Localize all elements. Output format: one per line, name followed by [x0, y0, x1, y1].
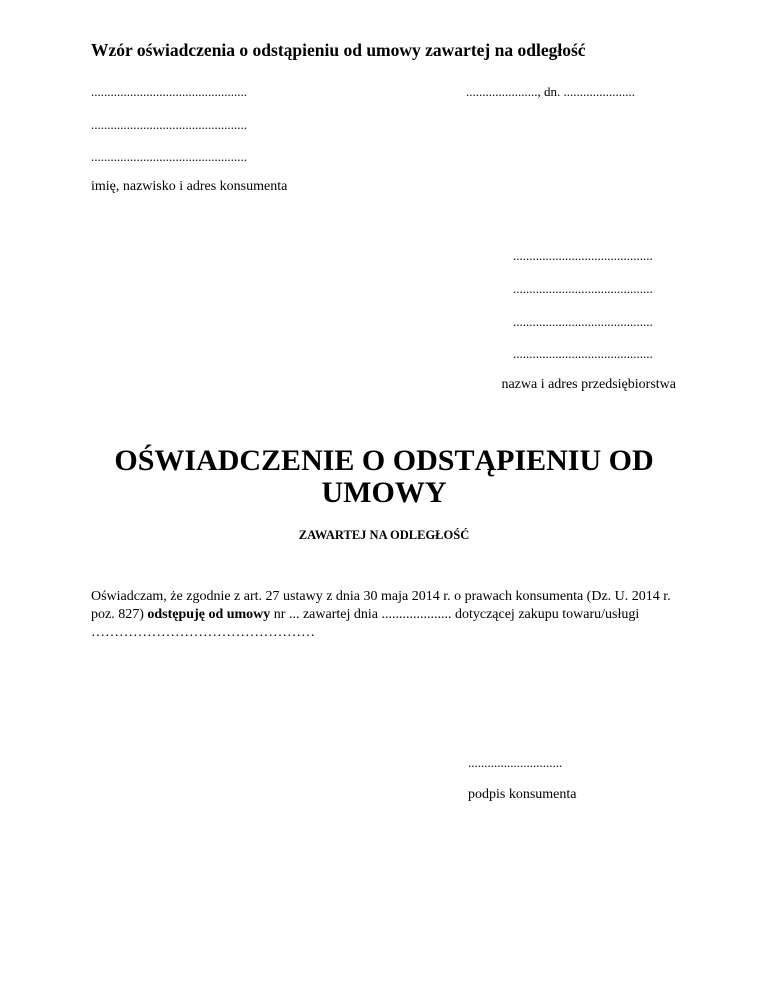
place-date-line: ......................, dn. ...................... — [466, 84, 635, 99]
business-caption: nazwa i adres przedsiębiorstwa — [501, 377, 676, 392]
business-line-2: ........................................... — [513, 281, 653, 296]
statement-body-bold: odstępuję od umowy — [147, 607, 271, 622]
statement-body-part-1: Oświadczam, że zgodnie z art. 27 ustawy z dnia 30 maja 2014 r. o prawach konsumenta (Dz. U. 2014 r. poz. 827) — [91, 589, 671, 622]
consumer-caption: imię, nazwisko i adres konsumenta — [91, 179, 288, 194]
business-line-3: ........................................... — [513, 314, 653, 329]
consumer-line-3: ................................................ — [91, 149, 247, 164]
consumer-line-2: ................................................ — [91, 117, 247, 132]
business-line-1: ........................................... — [513, 248, 653, 263]
statement-title — [0, 445, 768, 509]
document-heading: Wzór oświadczenia o odstąpieniu od umowy zawartej na odległość — [91, 40, 586, 60]
signature-line: ............................. — [468, 755, 563, 770]
statement-body — [91, 588, 691, 642]
consumer-line-1: ................................................ — [91, 84, 247, 99]
business-line-4: ........................................... — [513, 346, 653, 361]
statement-body-part-2: nr ... zawartej dnia .................... dotyczącej zakupu towaru/usługi ………………………………………… — [91, 607, 640, 640]
statement-title-line-1: OŚWIADCZENIE O ODSTĄPIENIU OD — [114, 444, 654, 477]
statement-subtitle: ZAWARTEJ NA ODLEGŁOŚĆ — [298, 528, 470, 542]
statement-title-line-2: UMOWY — [321, 476, 447, 509]
signature-caption: podpis konsumenta — [468, 787, 577, 802]
